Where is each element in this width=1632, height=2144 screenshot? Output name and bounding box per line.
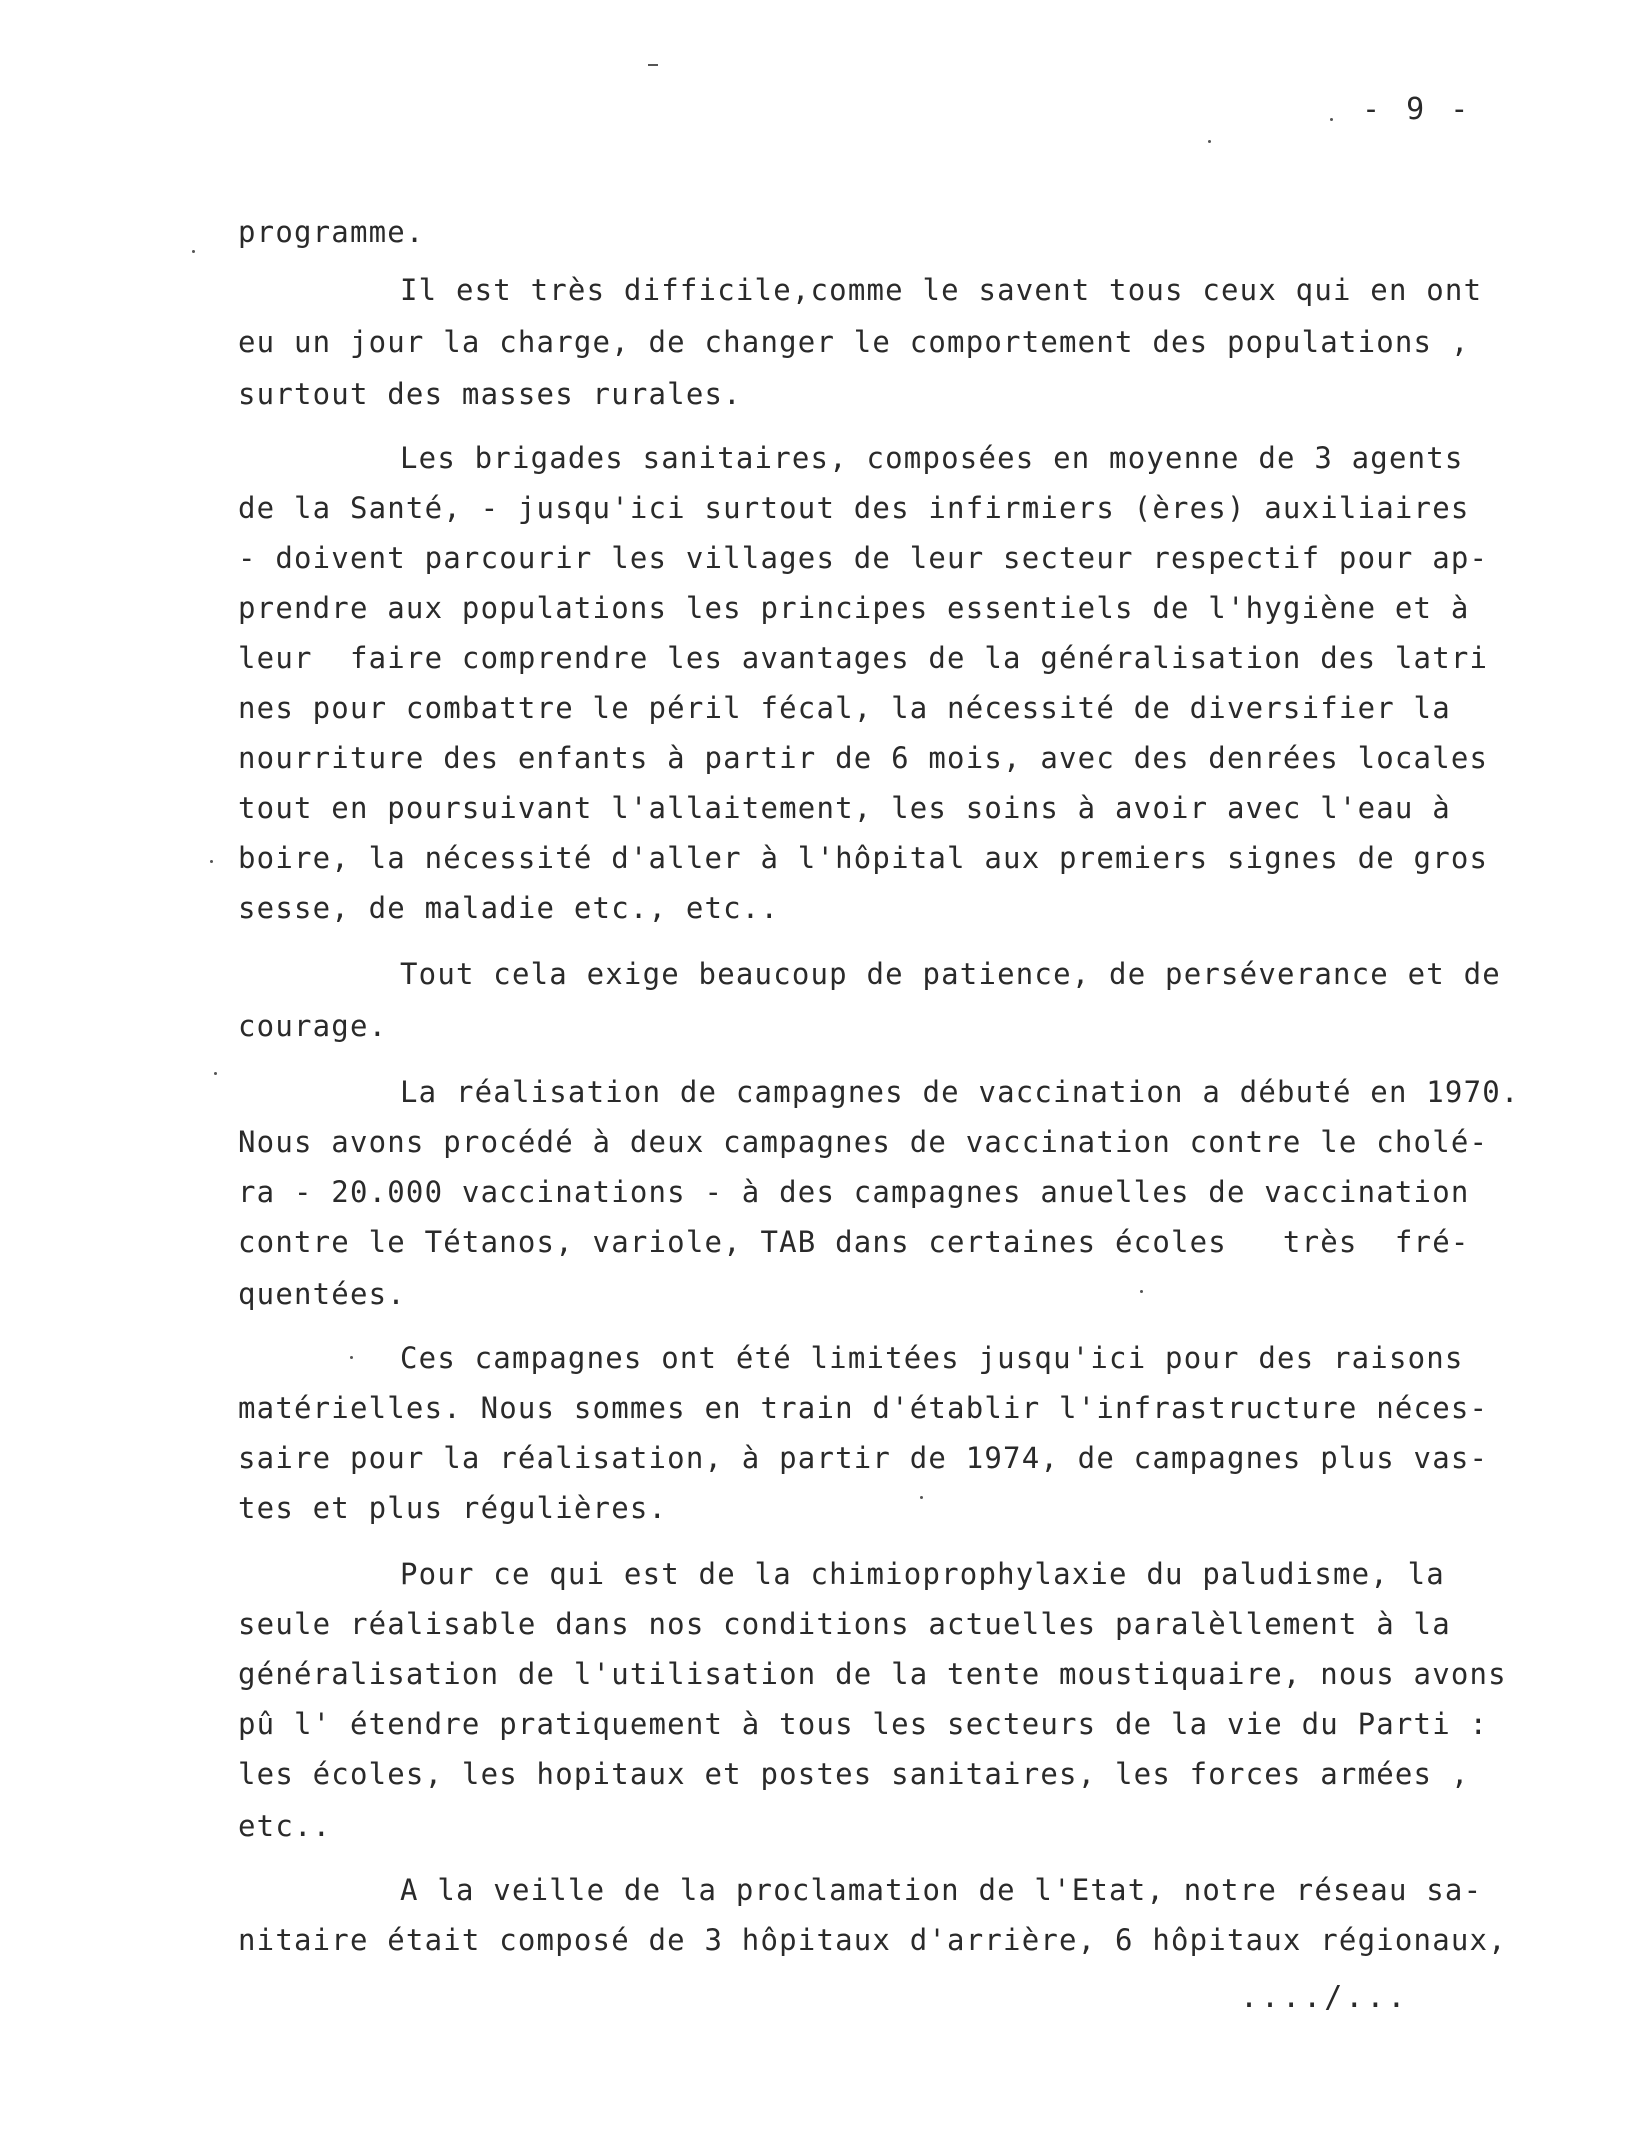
scan-speck bbox=[920, 1496, 923, 1499]
text-line: Il est très difficile,comme le savent tous ceux qui en ont bbox=[400, 273, 1483, 307]
text-line: - doivent parcourir les villages de leur secteur respectif pour ap- bbox=[238, 541, 1489, 575]
page-number: - 9 - bbox=[1362, 92, 1473, 127]
scan-speck bbox=[350, 1356, 353, 1359]
scan-speck bbox=[648, 64, 658, 66]
text-line: boire, la nécessité d'aller à l'hôpital aux premiers signes de gros bbox=[238, 841, 1489, 875]
scan-speck bbox=[1140, 1290, 1143, 1293]
text-line: nourriture des enfants à partir de 6 mois, avec des denrées locales bbox=[238, 741, 1489, 775]
text-line: surtout des masses rurales. bbox=[238, 377, 742, 411]
text-line: tes et plus régulières. bbox=[238, 1491, 668, 1525]
text-line: tout en poursuivant l'allaitement, les soins à avoir avec l'eau à bbox=[238, 791, 1451, 825]
text-line: pû l' étendre pratiquement à tous les secteurs de la vie du Parti : bbox=[238, 1707, 1489, 1741]
text-line: contre le Tétanos, variole, TAB dans certaines écoles très fré- bbox=[238, 1225, 1470, 1259]
text-line: La réalisation de campagnes de vaccination a débuté en 1970. bbox=[400, 1075, 1520, 1109]
text-line: quentées. bbox=[238, 1277, 406, 1311]
text-line: saire pour la réalisation, à partir de 1974, de campagnes plus vas- bbox=[238, 1441, 1489, 1475]
text-line: généralisation de l'utilisation de la tente moustiquaire, nous avons bbox=[238, 1657, 1507, 1691]
text-line: leur faire comprendre les avantages de la généralisation des latri bbox=[238, 641, 1489, 675]
text-line: Pour ce qui est de la chimioprophylaxie du paludisme, la bbox=[400, 1557, 1445, 1591]
text-line: Les brigades sanitaires, composées en moyenne de 3 agents bbox=[400, 441, 1464, 475]
scan-speck bbox=[1208, 140, 1211, 143]
scan-speck bbox=[210, 860, 213, 863]
text-line: les écoles, les hopitaux et postes sanitaires, les forces armées , bbox=[238, 1757, 1470, 1791]
scan-speck bbox=[1330, 118, 1333, 121]
text-line: Nous avons procédé à deux campagnes de vaccination contre le cholé- bbox=[238, 1125, 1489, 1159]
text-line: programme. bbox=[238, 215, 425, 249]
text-line: matérielles. Nous sommes en train d'établir l'infrastructure néces- bbox=[238, 1391, 1489, 1425]
text-line: nes pour combattre le péril fécal, la nécessité de diversifier la bbox=[238, 691, 1451, 725]
scan-speck bbox=[192, 250, 195, 253]
text-line: courage. bbox=[238, 1009, 388, 1043]
text-line: Ces campagnes ont été limitées jusqu'ici pour des raisons bbox=[400, 1341, 1464, 1375]
text-line: sesse, de maladie etc., etc.. bbox=[238, 891, 780, 925]
text-line: prendre aux populations les principes essentiels de l'hygiène et à bbox=[238, 591, 1470, 625]
text-line: nitaire était composé de 3 hôpitaux d'arrière, 6 hôpitaux régionaux, bbox=[238, 1923, 1507, 1957]
text-line: eu un jour la charge, de changer le comportement des populations , bbox=[238, 325, 1470, 359]
text-line: de la Santé, - jusqu'ici surtout des infirmiers (ères) auxiliaires bbox=[238, 491, 1470, 525]
text-line: A la veille de la proclamation de l'Etat, notre réseau sa- bbox=[400, 1873, 1483, 1907]
text-line: seule réalisable dans nos conditions actuelles paralèllement à la bbox=[238, 1607, 1451, 1641]
text-line: ra - 20.000 vaccinations - à des campagnes anuelles de vaccination bbox=[238, 1175, 1470, 1209]
scan-speck bbox=[214, 1072, 217, 1075]
text-line: etc.. bbox=[238, 1809, 332, 1843]
continuation-mark: ..../... bbox=[1240, 1980, 1409, 2015]
text-line: Tout cela exige beaucoup de patience, de perséverance et de bbox=[400, 957, 1501, 991]
